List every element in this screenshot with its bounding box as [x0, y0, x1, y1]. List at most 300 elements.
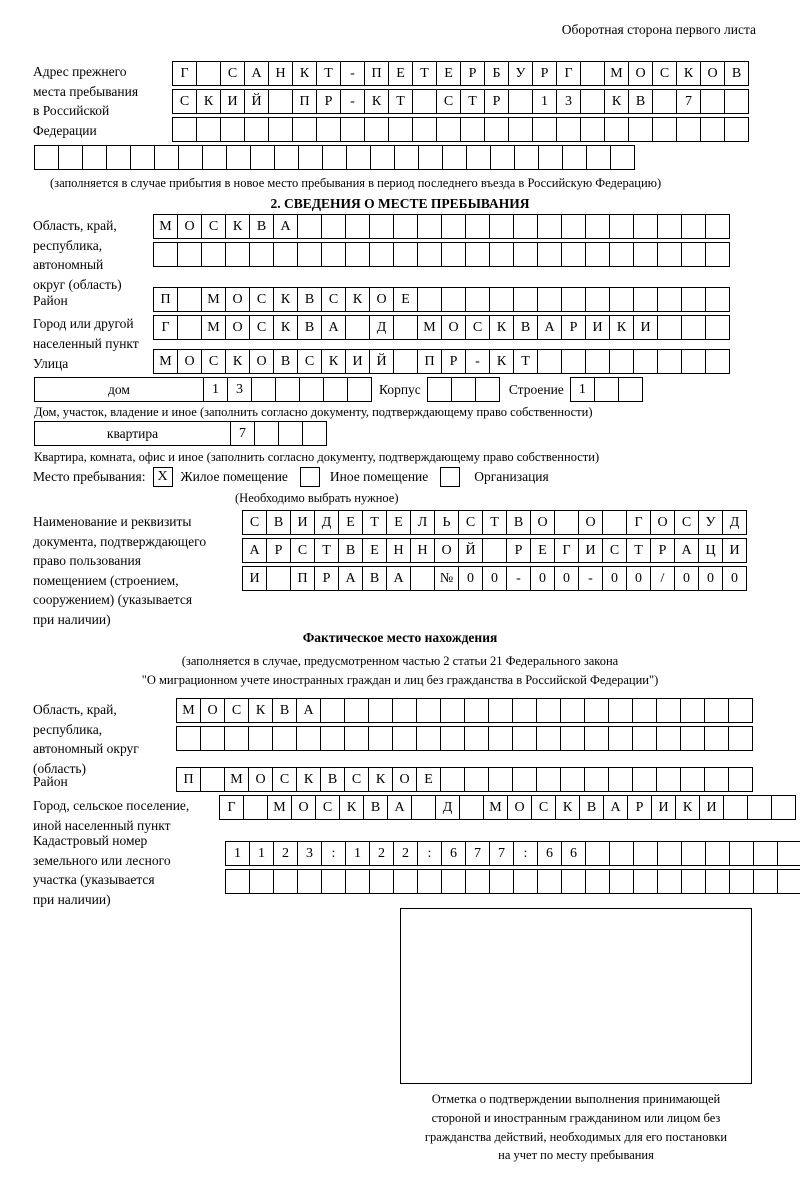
actual-city-cell-5[interactable]: С: [315, 795, 340, 820]
actual-city-cell-24[interactable]: [771, 795, 796, 820]
prev-address-cell-3[interactable]: И: [220, 89, 245, 114]
region-cell-19[interactable]: [585, 214, 610, 239]
city-cell-13[interactable]: О: [441, 315, 466, 340]
prev-address-row-1[interactable]: [172, 61, 748, 86]
cadastral-cell-11[interactable]: [465, 869, 490, 894]
street-cell-5[interactable]: О: [249, 349, 274, 374]
cadastral-cell-10[interactable]: [441, 869, 466, 894]
prev-address-cell-3[interactable]: [82, 145, 107, 170]
prev-address-cell-12[interactable]: С: [436, 89, 461, 114]
document-cell-4[interactable]: Д: [314, 510, 339, 535]
region-cell-5[interactable]: [249, 242, 274, 267]
korpus-cell-2[interactable]: [451, 377, 476, 402]
prev-address-cell-7[interactable]: [316, 117, 341, 142]
region-cell-23[interactable]: [681, 214, 706, 239]
document-cell-9[interactable]: Ь: [434, 510, 459, 535]
prev-address-cell-1[interactable]: [34, 145, 59, 170]
district-cell-8[interactable]: С: [321, 287, 346, 312]
document-cell-2[interactable]: [266, 566, 291, 591]
house-cell-1[interactable]: 1: [203, 377, 228, 402]
stroenie-cell-3[interactable]: [618, 377, 643, 402]
cadastral-cell-18[interactable]: [633, 869, 658, 894]
checkbox-other-premises[interactable]: [300, 467, 320, 487]
cadastral-cell-6[interactable]: 1: [345, 841, 370, 866]
actual-region-cell-18[interactable]: [584, 698, 609, 723]
korpus-cell-1[interactable]: [427, 377, 452, 402]
document-cell-14[interactable]: [554, 510, 579, 535]
actual-region-cell-23[interactable]: [704, 726, 729, 751]
city-cell-5[interactable]: С: [249, 315, 274, 340]
cadastral-cell-9[interactable]: [417, 869, 442, 894]
document-cell-1[interactable]: И: [242, 566, 267, 591]
actual-region-cell-7[interactable]: [320, 698, 345, 723]
actual-district-cell-1[interactable]: П: [176, 767, 201, 792]
cadastral-cell-22[interactable]: [729, 841, 754, 866]
actual-region-cell-14[interactable]: [488, 726, 513, 751]
prev-address-cell-20[interactable]: В: [628, 89, 653, 114]
region-cell-10[interactable]: [369, 242, 394, 267]
checkbox-residential[interactable]: X: [153, 467, 173, 487]
street-cell-9[interactable]: И: [345, 349, 370, 374]
region-cell-2[interactable]: [177, 242, 202, 267]
document-cell-15[interactable]: -: [578, 566, 603, 591]
prev-address-cell-17[interactable]: 3: [556, 89, 581, 114]
document-cell-11[interactable]: 0: [482, 566, 507, 591]
street-cell-12[interactable]: П: [417, 349, 442, 374]
street-cell-11[interactable]: [393, 349, 418, 374]
cadastral-cell-12[interactable]: [489, 869, 514, 894]
actual-city-cell-3[interactable]: М: [267, 795, 292, 820]
cadastral-cell-5[interactable]: :: [321, 841, 346, 866]
actual-district-cell-14[interactable]: [488, 767, 513, 792]
house-cell-2[interactable]: 3: [227, 377, 252, 402]
document-cell-15[interactable]: О: [578, 510, 603, 535]
cadastral-cell-1[interactable]: [225, 869, 250, 894]
region-cell-14[interactable]: [465, 214, 490, 239]
prev-address-cell-9[interactable]: [364, 117, 389, 142]
city-cell-14[interactable]: С: [465, 315, 490, 340]
cadastral-cell-21[interactable]: [705, 841, 730, 866]
district-cell-4[interactable]: О: [225, 287, 250, 312]
region-cell-24[interactable]: [705, 214, 730, 239]
prev-address-cell-5[interactable]: [268, 117, 293, 142]
actual-region-cell-18[interactable]: [584, 726, 609, 751]
street-row-1[interactable]: [153, 349, 729, 374]
document-cell-10[interactable]: С: [458, 510, 483, 535]
district-cell-1[interactable]: П: [153, 287, 178, 312]
city-row-1[interactable]: [153, 315, 729, 340]
prev-address-cell-24[interactable]: [724, 117, 749, 142]
actual-city-row-1[interactable]: [219, 795, 795, 820]
city-cell-1[interactable]: Г: [153, 315, 178, 340]
actual-region-cell-21[interactable]: [656, 698, 681, 723]
actual-city-cell-15[interactable]: К: [555, 795, 580, 820]
city-cell-24[interactable]: [705, 315, 730, 340]
street-cell-14[interactable]: -: [465, 349, 490, 374]
region-cell-15[interactable]: [489, 242, 514, 267]
prev-address-cell-3[interactable]: С: [220, 61, 245, 86]
cadastral-cell-4[interactable]: 3: [297, 841, 322, 866]
prev-address-cell-2[interactable]: [58, 145, 83, 170]
prev-address-cell-8[interactable]: [340, 117, 365, 142]
region-cell-22[interactable]: [657, 242, 682, 267]
actual-district-cell-4[interactable]: О: [248, 767, 273, 792]
prev-address-cell-16[interactable]: [394, 145, 419, 170]
actual-district-cell-12[interactable]: [440, 767, 465, 792]
city-cell-18[interactable]: Р: [561, 315, 586, 340]
actual-district-cell-10[interactable]: О: [392, 767, 417, 792]
actual-district-cell-9[interactable]: К: [368, 767, 393, 792]
region-cell-4[interactable]: [225, 242, 250, 267]
cadastral-cell-24[interactable]: [777, 869, 800, 894]
region-cell-11[interactable]: [393, 242, 418, 267]
document-cell-20[interactable]: 0: [698, 566, 723, 591]
region-cell-12[interactable]: [417, 214, 442, 239]
prev-address-cell-2[interactable]: К: [196, 89, 221, 114]
region-cell-13[interactable]: [441, 214, 466, 239]
actual-region-cell-6[interactable]: А: [296, 698, 321, 723]
document-cell-14[interactable]: Г: [554, 538, 579, 563]
prev-address-cell-7[interactable]: Р: [316, 89, 341, 114]
prev-address-cell-16[interactable]: Р: [532, 61, 557, 86]
prev-address-cell-24[interactable]: В: [724, 61, 749, 86]
actual-region-cell-17[interactable]: [560, 698, 585, 723]
actual-district-cell-22[interactable]: [680, 767, 705, 792]
street-cell-18[interactable]: [561, 349, 586, 374]
actual-city-cell-18[interactable]: Р: [627, 795, 652, 820]
document-cell-14[interactable]: 0: [554, 566, 579, 591]
flat-cell-1[interactable]: 7: [230, 421, 255, 446]
actual-region-cell-1[interactable]: [176, 726, 201, 751]
house-cell-6[interactable]: [323, 377, 348, 402]
region-cell-6[interactable]: [273, 242, 298, 267]
actual-city-cell-19[interactable]: И: [651, 795, 676, 820]
document-cell-13[interactable]: 0: [530, 566, 555, 591]
prev-address-cell-21[interactable]: [652, 89, 677, 114]
cadastral-cell-13[interactable]: [513, 869, 538, 894]
document-cell-4[interactable]: Р: [314, 566, 339, 591]
region-cell-20[interactable]: [609, 242, 634, 267]
prev-address-cell-18[interactable]: [580, 61, 605, 86]
district-cell-23[interactable]: [681, 287, 706, 312]
prev-address-cell-14[interactable]: Р: [484, 89, 509, 114]
district-cell-18[interactable]: [561, 287, 586, 312]
street-cell-4[interactable]: К: [225, 349, 250, 374]
prev-address-cell-11[interactable]: Т: [412, 61, 437, 86]
prev-address-cell-21[interactable]: С: [652, 61, 677, 86]
actual-district-cell-23[interactable]: [704, 767, 729, 792]
district-cell-15[interactable]: [489, 287, 514, 312]
cadastral-cell-16[interactable]: [585, 841, 610, 866]
region-cell-23[interactable]: [681, 242, 706, 267]
document-cell-19[interactable]: А: [674, 538, 699, 563]
district-cell-5[interactable]: С: [249, 287, 274, 312]
district-cell-3[interactable]: М: [201, 287, 226, 312]
actual-region-cell-8[interactable]: [344, 726, 369, 751]
actual-region-cell-7[interactable]: [320, 726, 345, 751]
region-cell-15[interactable]: [489, 214, 514, 239]
district-cell-16[interactable]: [513, 287, 538, 312]
prev-address-cell-23[interactable]: [700, 117, 725, 142]
cadastral-cell-19[interactable]: [657, 869, 682, 894]
prev-address-cell-19[interactable]: К: [604, 89, 629, 114]
document-cell-15[interactable]: И: [578, 538, 603, 563]
cadastral-cell-15[interactable]: [561, 869, 586, 894]
prev-address-cell-20[interactable]: О: [628, 61, 653, 86]
document-cell-20[interactable]: У: [698, 510, 723, 535]
actual-city-cell-16[interactable]: В: [579, 795, 604, 820]
actual-district-cell-15[interactable]: [512, 767, 537, 792]
city-cell-19[interactable]: И: [585, 315, 610, 340]
city-cell-6[interactable]: К: [273, 315, 298, 340]
cadastral-cell-17[interactable]: [609, 869, 634, 894]
prev-address-cell-13[interactable]: [322, 145, 347, 170]
prev-address-cell-9[interactable]: [226, 145, 251, 170]
district-cell-12[interactable]: [417, 287, 442, 312]
region-cell-19[interactable]: [585, 242, 610, 267]
prev-address-cell-13[interactable]: [460, 117, 485, 142]
prev-address-cell-13[interactable]: Т: [460, 89, 485, 114]
actual-region-cell-3[interactable]: [224, 726, 249, 751]
document-row-3[interactable]: [242, 566, 746, 591]
actual-city-cell-12[interactable]: М: [483, 795, 508, 820]
prev-address-cell-4[interactable]: [106, 145, 131, 170]
city-cell-12[interactable]: М: [417, 315, 442, 340]
document-cell-9[interactable]: О: [434, 538, 459, 563]
street-cell-3[interactable]: С: [201, 349, 226, 374]
region-cell-17[interactable]: [537, 242, 562, 267]
prev-address-cell-11[interactable]: [412, 117, 437, 142]
prev-address-cell-5[interactable]: [130, 145, 155, 170]
street-cell-24[interactable]: [705, 349, 730, 374]
street-cell-20[interactable]: [609, 349, 634, 374]
region-cell-21[interactable]: [633, 242, 658, 267]
cadastral-cell-12[interactable]: 7: [489, 841, 514, 866]
prev-address-cell-8[interactable]: -: [340, 89, 365, 114]
street-cell-7[interactable]: С: [297, 349, 322, 374]
document-cell-6[interactable]: Е: [362, 538, 387, 563]
region-cell-6[interactable]: А: [273, 214, 298, 239]
actual-district-row-1[interactable]: [176, 767, 752, 792]
document-cell-10[interactable]: 0: [458, 566, 483, 591]
region-row-1[interactable]: [153, 214, 729, 239]
district-cell-20[interactable]: [609, 287, 634, 312]
actual-region-cell-5[interactable]: В: [272, 698, 297, 723]
prev-address-cell-7[interactable]: [178, 145, 203, 170]
document-cell-16[interactable]: [602, 510, 627, 535]
document-cell-18[interactable]: О: [650, 510, 675, 535]
actual-region-cell-6[interactable]: [296, 726, 321, 751]
prev-address-row-4[interactable]: [34, 145, 634, 170]
document-cell-16[interactable]: 0: [602, 566, 627, 591]
house-cell-4[interactable]: [275, 377, 300, 402]
prev-address-cell-17[interactable]: Г: [556, 61, 581, 86]
city-cell-22[interactable]: [657, 315, 682, 340]
actual-region-cell-13[interactable]: [464, 698, 489, 723]
prev-address-cell-16[interactable]: 1: [532, 89, 557, 114]
prev-address-cell-17[interactable]: [556, 117, 581, 142]
city-cell-17[interactable]: А: [537, 315, 562, 340]
prev-address-cell-15[interactable]: У: [508, 61, 533, 86]
document-cell-11[interactable]: [482, 538, 507, 563]
prev-address-cell-2[interactable]: [196, 117, 221, 142]
district-cell-24[interactable]: [705, 287, 730, 312]
document-cell-6[interactable]: В: [362, 566, 387, 591]
actual-region-cell-1[interactable]: М: [176, 698, 201, 723]
actual-region-cell-10[interactable]: [392, 698, 417, 723]
flat-cell-4[interactable]: [302, 421, 327, 446]
flat-cells[interactable]: [230, 421, 326, 446]
region-cell-5[interactable]: В: [249, 214, 274, 239]
actual-region-cell-3[interactable]: С: [224, 698, 249, 723]
district-cell-17[interactable]: [537, 287, 562, 312]
actual-region-cell-9[interactable]: [368, 726, 393, 751]
document-cell-6[interactable]: Т: [362, 510, 387, 535]
region-cell-8[interactable]: [321, 242, 346, 267]
prev-address-cell-14[interactable]: [484, 117, 509, 142]
cadastral-cell-22[interactable]: [729, 869, 754, 894]
document-cell-3[interactable]: И: [290, 510, 315, 535]
prev-address-cell-15[interactable]: [508, 89, 533, 114]
actual-region-cell-12[interactable]: [440, 698, 465, 723]
actual-district-cell-3[interactable]: М: [224, 767, 249, 792]
actual-region-cell-11[interactable]: [416, 726, 441, 751]
actual-region-cell-23[interactable]: [704, 698, 729, 723]
prev-address-cell-19[interactable]: [466, 145, 491, 170]
document-cell-2[interactable]: В: [266, 510, 291, 535]
prev-address-cell-5[interactable]: [268, 89, 293, 114]
prev-address-cell-15[interactable]: [370, 145, 395, 170]
prev-address-cell-4[interactable]: [244, 117, 269, 142]
prev-address-cell-12[interactable]: Е: [436, 61, 461, 86]
actual-city-cell-13[interactable]: О: [507, 795, 532, 820]
actual-region-cell-20[interactable]: [632, 726, 657, 751]
stroenie-cell-2[interactable]: [594, 377, 619, 402]
prev-address-cell-12[interactable]: [298, 145, 323, 170]
prev-address-cell-9[interactable]: П: [364, 61, 389, 86]
city-cell-8[interactable]: А: [321, 315, 346, 340]
actual-city-cell-23[interactable]: [747, 795, 772, 820]
actual-region-cell-4[interactable]: [248, 726, 273, 751]
actual-region-cell-14[interactable]: [488, 698, 513, 723]
prev-address-cell-6[interactable]: П: [292, 89, 317, 114]
prev-address-cell-22[interactable]: К: [676, 61, 701, 86]
street-cell-22[interactable]: [657, 349, 682, 374]
city-cell-16[interactable]: В: [513, 315, 538, 340]
flat-cell-2[interactable]: [254, 421, 279, 446]
cadastral-cell-2[interactable]: 1: [249, 841, 274, 866]
cadastral-row-1[interactable]: [225, 841, 800, 866]
prev-address-cell-24[interactable]: [586, 145, 611, 170]
document-cell-21[interactable]: И: [722, 538, 747, 563]
region-cell-18[interactable]: [561, 214, 586, 239]
region-cell-2[interactable]: О: [177, 214, 202, 239]
prev-address-cell-17[interactable]: [418, 145, 443, 170]
prev-address-cell-10[interactable]: Т: [388, 89, 413, 114]
document-cell-12[interactable]: -: [506, 566, 531, 591]
document-cell-21[interactable]: 0: [722, 566, 747, 591]
street-cell-1[interactable]: М: [153, 349, 178, 374]
prev-address-cell-22[interactable]: [676, 117, 701, 142]
document-cell-9[interactable]: №: [434, 566, 459, 591]
actual-city-cell-1[interactable]: Г: [219, 795, 244, 820]
prev-address-cell-14[interactable]: [346, 145, 371, 170]
cadastral-cell-16[interactable]: [585, 869, 610, 894]
region-cell-4[interactable]: К: [225, 214, 250, 239]
actual-district-cell-17[interactable]: [560, 767, 585, 792]
prev-address-cell-10[interactable]: [250, 145, 275, 170]
document-row-2[interactable]: [242, 538, 746, 563]
actual-district-cell-7[interactable]: В: [320, 767, 345, 792]
prev-address-cell-21[interactable]: [652, 117, 677, 142]
prev-address-cell-10[interactable]: [388, 117, 413, 142]
actual-region-cell-22[interactable]: [680, 726, 705, 751]
document-cell-12[interactable]: В: [506, 510, 531, 535]
prev-address-cell-7[interactable]: Т: [316, 61, 341, 86]
document-cell-11[interactable]: Т: [482, 510, 507, 535]
document-cell-3[interactable]: П: [290, 566, 315, 591]
cadastral-row-2[interactable]: [225, 869, 800, 894]
cadastral-cell-23[interactable]: [753, 869, 778, 894]
actual-region-cell-12[interactable]: [440, 726, 465, 751]
actual-city-cell-9[interactable]: [411, 795, 436, 820]
street-cell-10[interactable]: Й: [369, 349, 394, 374]
actual-city-cell-21[interactable]: И: [699, 795, 724, 820]
prev-address-cell-12[interactable]: [436, 117, 461, 142]
actual-region-cell-5[interactable]: [272, 726, 297, 751]
actual-region-row-1[interactable]: [176, 698, 752, 723]
actual-district-cell-13[interactable]: [464, 767, 489, 792]
prev-address-cell-23[interactable]: О: [700, 61, 725, 86]
region-cell-21[interactable]: [633, 214, 658, 239]
district-row-1[interactable]: [153, 287, 729, 312]
prev-address-cell-2[interactable]: [196, 61, 221, 86]
prev-address-cell-14[interactable]: Б: [484, 61, 509, 86]
cadastral-cell-9[interactable]: :: [417, 841, 442, 866]
district-cell-21[interactable]: [633, 287, 658, 312]
district-cell-6[interactable]: К: [273, 287, 298, 312]
city-cell-4[interactable]: О: [225, 315, 250, 340]
cadastral-cell-20[interactable]: [681, 869, 706, 894]
street-cell-15[interactable]: К: [489, 349, 514, 374]
document-cell-3[interactable]: С: [290, 538, 315, 563]
cadastral-cell-17[interactable]: [609, 841, 634, 866]
actual-city-cell-2[interactable]: [243, 795, 268, 820]
prev-address-cell-23[interactable]: [562, 145, 587, 170]
prev-address-cell-4[interactable]: А: [244, 61, 269, 86]
region-cell-9[interactable]: [345, 242, 370, 267]
city-cell-3[interactable]: М: [201, 315, 226, 340]
stroenie-cell-1[interactable]: 1: [570, 377, 595, 402]
prev-address-cell-21[interactable]: [514, 145, 539, 170]
street-cell-19[interactable]: [585, 349, 610, 374]
region-cell-17[interactable]: [537, 214, 562, 239]
region-cell-1[interactable]: [153, 242, 178, 267]
prev-address-cell-22[interactable]: 7: [676, 89, 701, 114]
region-cell-18[interactable]: [561, 242, 586, 267]
district-cell-9[interactable]: К: [345, 287, 370, 312]
cadastral-cell-11[interactable]: 7: [465, 841, 490, 866]
actual-region-cell-11[interactable]: [416, 698, 441, 723]
document-cell-8[interactable]: Л: [410, 510, 435, 535]
street-cell-13[interactable]: Р: [441, 349, 466, 374]
checkbox-organization[interactable]: [440, 467, 460, 487]
document-cell-13[interactable]: Е: [530, 538, 555, 563]
document-cell-5[interactable]: Е: [338, 510, 363, 535]
cadastral-cell-8[interactable]: [393, 869, 418, 894]
prev-address-cell-1[interactable]: С: [172, 89, 197, 114]
prev-address-cell-6[interactable]: [154, 145, 179, 170]
